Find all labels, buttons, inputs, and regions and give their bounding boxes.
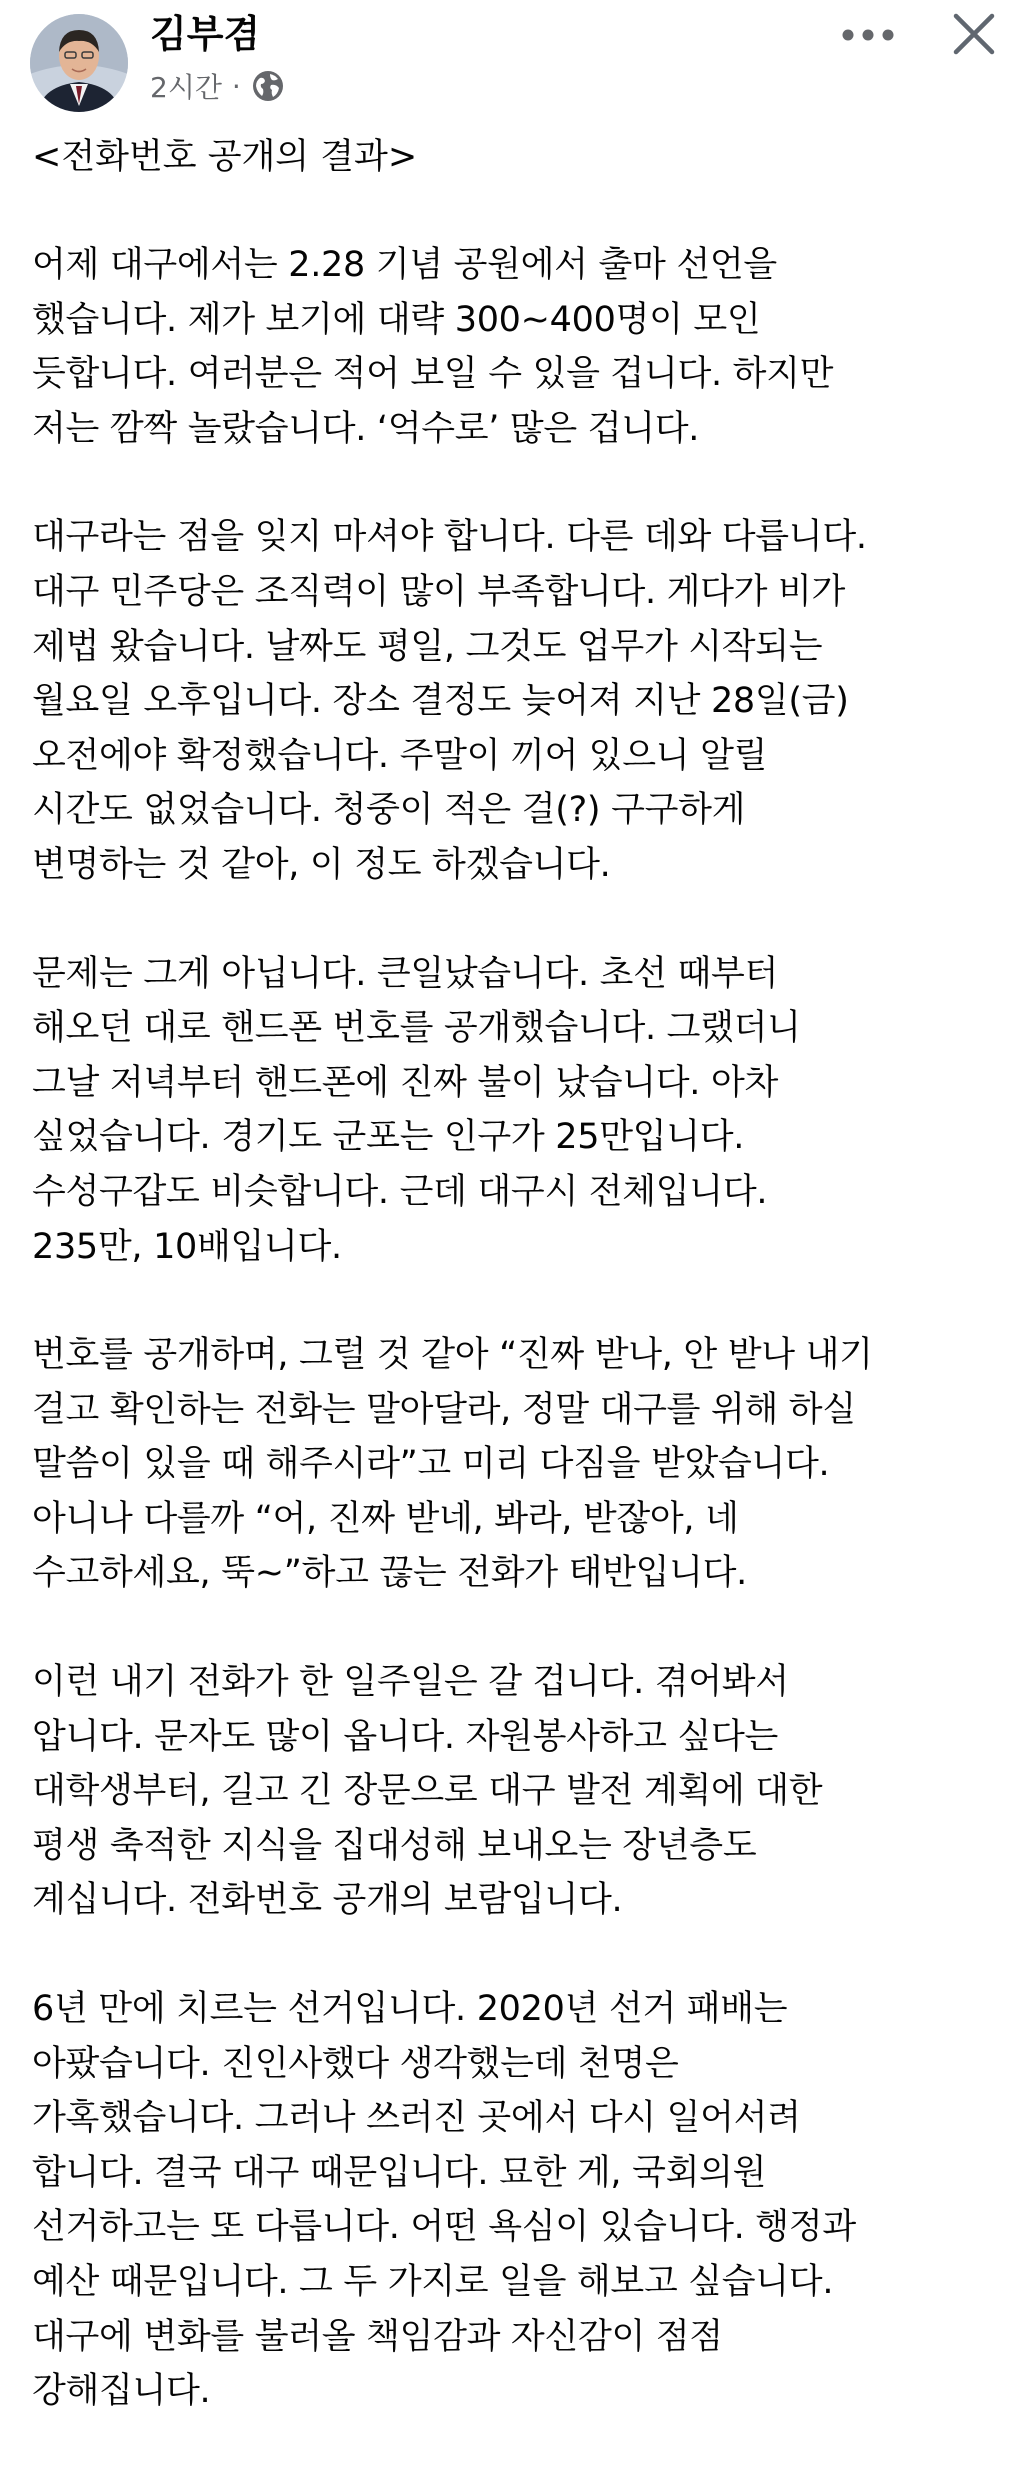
post-line: 걸고 확인하는 전화는 말아달라, 정말 대구를 위해 하실 — [32, 1389, 856, 1430]
post-meta — [150, 66, 285, 106]
post-line: 가혹했습니다. 그러나 쓰러진 곳에서 다시 일어서려 — [32, 2098, 801, 2139]
post-paragraph-1 — [32, 238, 1002, 456]
meta-separator: · — [231, 69, 241, 103]
avatar-photo — [30, 14, 128, 112]
post-line: 해오던 대로 핸드폰 번호를 공개했습니다. 그랬더니 — [32, 1008, 801, 1049]
post-paragraph-6 — [32, 1982, 1002, 2419]
post-line: 시간도 없었습니다. 청중이 적은 걸(?) 구구하게 — [32, 790, 746, 831]
post-line: 번호를 공개하며, 그럴 것 같아 “진짜 받나, 안 받나 내기 — [32, 1335, 873, 1376]
post-line: 강해집니다. — [32, 2371, 211, 2412]
post-line: 235만, 10배입니다. — [32, 1226, 342, 1267]
post-line: 변명하는 것 같아, 이 정도 하겠습니다. — [32, 844, 611, 885]
post-line: 예산 때문입니다. 그 두 가지로 일을 해보고 싶습니다. — [32, 2262, 834, 2302]
post-line: 했습니다. 제가 보기에 대략 300~400명이 모인 — [32, 299, 761, 340]
author-avatar[interactable] — [30, 14, 128, 112]
post-line: 말씀이 있을 때 해주시라”고 미리 다짐을 받았습니다. — [32, 1444, 830, 1485]
post-line: 합니다. 결국 대구 때문입니다. 묘한 게, 국회의원 — [32, 2152, 767, 2193]
post-line: 그날 저녁부터 핸드폰에 진짜 불이 났습니다. 아차 — [32, 1062, 778, 1103]
post-line: 싶었습니다. 경기도 군포는 인구가 25만입니다. — [32, 1117, 745, 1158]
globe-icon[interactable] — [251, 69, 285, 103]
post-paragraph-3 — [32, 947, 1002, 1275]
post-line: 대구에 변화를 불러올 책임감과 자신감이 점점 — [32, 2316, 723, 2357]
close-button[interactable] — [946, 6, 1002, 62]
post-time[interactable]: 2시간 — [150, 71, 222, 104]
post-line: 아팠습니다. 진인사했다 생각했는데 천명은 — [32, 2043, 679, 2084]
post-line: 문제는 그게 아닙니다. 큰일났습니다. 초선 때부터 — [32, 953, 778, 994]
post-header — [0, 0, 1024, 120]
post-line: 대구 민주당은 조직력이 많이 부족합니다. 게다가 비가 — [32, 571, 846, 612]
post-line: 대구라는 점을 잊지 마셔야 합니다. 다른 데와 다릅니다. — [32, 517, 867, 558]
author-name[interactable]: 김부겸 — [150, 12, 261, 56]
post-line: 대학생부터, 길고 긴 장문으로 대구 발전 계획에 대한 — [32, 1771, 823, 1812]
post-title: <전화번호 공개의 결과> — [32, 137, 418, 177]
more-horizontal-icon — [840, 28, 896, 42]
post-paragraph-2 — [32, 510, 1002, 892]
post-line: 오전에야 확정했습니다. 주말이 끼어 있으니 알릴 — [32, 735, 768, 776]
post-line: 아니나 다를까 “어, 진짜 받네, 봐라, 받잖아, 네 — [32, 1498, 739, 1539]
post-paragraph-5 — [32, 1655, 1002, 1928]
post-paragraph-4 — [32, 1328, 1002, 1601]
post-line: 선거하고는 또 다릅니다. 어떤 욕심이 있습니다. 행정과 — [32, 2207, 856, 2248]
post-line: 수성구갑도 비슷합니다. 근데 대구시 전체입니다. — [32, 1171, 768, 1212]
post-line: 월요일 오후입니다. 장소 결정도 늦어져 지난 28일(금) — [32, 681, 849, 722]
post-line: 저는 깜짝 놀랐습니다. ‘억수로’ 많은 겁니다. — [32, 408, 700, 449]
more-options-button[interactable] — [838, 10, 898, 60]
post-line: 수고하세요, 뚝~”하고 끊는 전화가 태반입니다. — [32, 1553, 747, 1594]
post-line: 평생 축적한 지식을 집대성해 보내오는 장년층도 — [32, 1825, 757, 1866]
post-line: 압니다. 문자도 많이 옵니다. 자원봉사하고 싶다는 — [32, 1716, 778, 1757]
post-body — [32, 130, 1002, 2473]
post-line: 제법 왔습니다. 날짜도 평일, 그것도 업무가 시작되는 — [32, 626, 823, 667]
post-line: 듯합니다. 여러분은 적어 보일 수 있을 겁니다. 하지만 — [32, 354, 834, 395]
close-icon — [952, 12, 996, 56]
post-line: 계십니다. 전화번호 공개의 보람입니다. — [32, 1880, 623, 1921]
post-line: 이런 내기 전화가 한 일주일은 갈 겁니다. 겪어봐서 — [32, 1662, 789, 1703]
post-line: 6년 만에 치르는 선거입니다. 2020년 선거 패배는 — [32, 1989, 788, 2030]
post-line: 어제 대구에서는 2.28 기념 공원에서 출마 선언을 — [32, 245, 777, 285]
